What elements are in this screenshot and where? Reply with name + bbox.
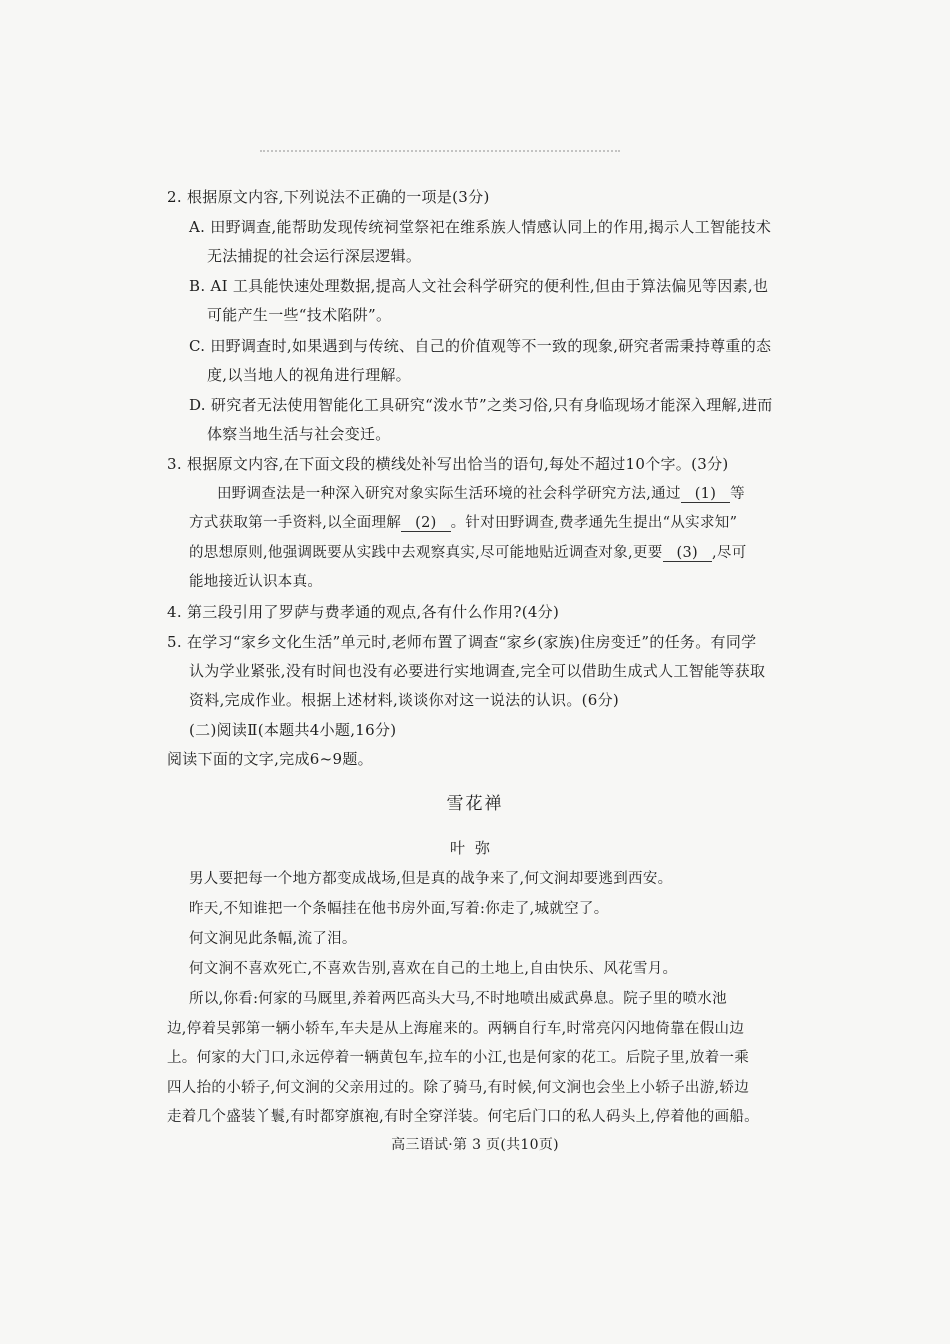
story-paragraph-5-line1: 所以,你看:何家的马厩里,养着两匹高头大马,不时地喷出威武鼻息。院子里的喷水池 [189, 991, 727, 1007]
q2-stem: 2. 根据原文内容,下列说法不正确的一项是(3分) [167, 188, 490, 206]
cut-off-text-line [260, 150, 620, 160]
page-footer: 高三语试·第 3 页(共10页) [391, 1137, 559, 1153]
q3-blank-1: (1) [681, 487, 730, 503]
q3-text: 田野调查法是一种深入研究对象实际生活环境的社会科学研究方法,通过 [217, 486, 681, 502]
q3-text: ,尽可 [711, 545, 747, 561]
q3-passage-line1 [217, 487, 745, 503]
story-title: 雪花禅 [446, 794, 504, 814]
q5-line2: 认为学业紧张,没有时间也没有必要进行实地调查,完全可以借助生成式人工智能等获取 [189, 662, 766, 680]
story-paragraph-1: 男人要把每一个地方都变成战场,但是真的战争来了,何文涧却要逃到西安。 [189, 871, 673, 887]
story-author: 叶弥 [449, 839, 500, 857]
story-paragraph-5-line5: 走着几个盛装丫鬟,有时都穿旗袍,有时全穿洋装。何宅后门口的私人码头上,停着他的画船。 [167, 1109, 759, 1125]
story-paragraph-5-line2: 边,停着吴郭第一辆小轿车,车夫是从上海雇来的。两辆自行车,时常亮闪闪地倚靠在假山边 [167, 1021, 745, 1037]
q2-option-a-line2: 无法捕捉的社会运行深层逻辑。 [207, 247, 422, 265]
q2-option-b-line2: 可能产生一些“技术陷阱”。 [207, 306, 392, 324]
q2-option-c-line1: C. 田野调查时,如果遇到与传统、自己的价值观等不一致的现象,研究者需秉持尊重的态 [189, 337, 772, 355]
q3-stem: 3. 根据原文内容,在下面文段的横线处补写出恰当的语句,每处不超过10个字。(3分) [167, 455, 729, 473]
q3-text: 。针对田野调查,费孝通先生提出“从实求知” [450, 515, 738, 531]
section-heading: (二)阅读Ⅱ(本题共4小题,16分) [189, 721, 397, 739]
story-paragraph-4: 何文涧不喜欢死亡,不喜欢告别,喜欢在自己的土地上,自由快乐、风花雪月。 [189, 961, 678, 977]
story-paragraph-5-line4: 四人抬的小轿子,何文涧的父亲用过的。除了骑马,有时候,何文涧也会坐上小轿子出游,轿边 [167, 1080, 750, 1096]
q3-text: 的思想原则,他强调既要从实践中去观察真实,尽可能地贴近调查对象,更要 [189, 545, 663, 561]
q5-line1: 5. 在学习“家乡文化生活”单元时,老师布置了调查“家乡(家族)住房变迁”的任务。有同学 [167, 633, 757, 651]
q3-blank-2: (2) [401, 516, 450, 532]
q2-option-c-line2: 度,以当地人的视角进行理解。 [207, 366, 411, 384]
q3-blank-3: (3) [663, 546, 712, 562]
q5-line3: 资料,完成作业。根据上述材料,谈谈你对这一说法的认识。(6分) [189, 691, 620, 709]
q3-text: 方式获取第一手资料,以全面理解 [189, 515, 402, 531]
story-paragraph-5-line3: 上。何家的大门口,永远停着一辆黄包车,拉车的小江,也是何家的花工。后院子里,放着一乘 [167, 1050, 750, 1066]
q3-text: 等 [730, 486, 745, 502]
section-instruction: 阅读下面的文字,完成6~9题。 [167, 750, 373, 768]
q3-passage-line3 [189, 546, 747, 562]
q3-passage-line2 [189, 516, 737, 532]
q2-option-d-line2: 体察当地生活与社会变迁。 [207, 425, 391, 443]
q3-passage-line4: 能地接近认识本真。 [189, 574, 323, 590]
q2-option-b-line1: B. AI 工具能快速处理数据,提高人文社会科学研究的便利性,但由于算法偏见等因素,也 [189, 277, 769, 295]
story-paragraph-2: 昨天,不知谁把一个条幅挂在他书房外面,写着:你走了,城就空了。 [189, 901, 609, 917]
q2-option-a-line1: A. 田野调查,能帮助发现传统祠堂祭祀在维系族人情感认同上的作用,揭示人工智能技术 [189, 218, 772, 236]
story-paragraph-3: 何文涧见此条幅,流了泪。 [189, 931, 357, 947]
q2-option-d-line1: D. 研究者无法使用智能化工具研究“泼水节”之类习俗,只有身临现场才能深入理解,进而 [189, 396, 773, 414]
q4-stem: 4. 第三段引用了罗萨与费孝通的观点,各有什么作用?(4分) [167, 603, 560, 621]
